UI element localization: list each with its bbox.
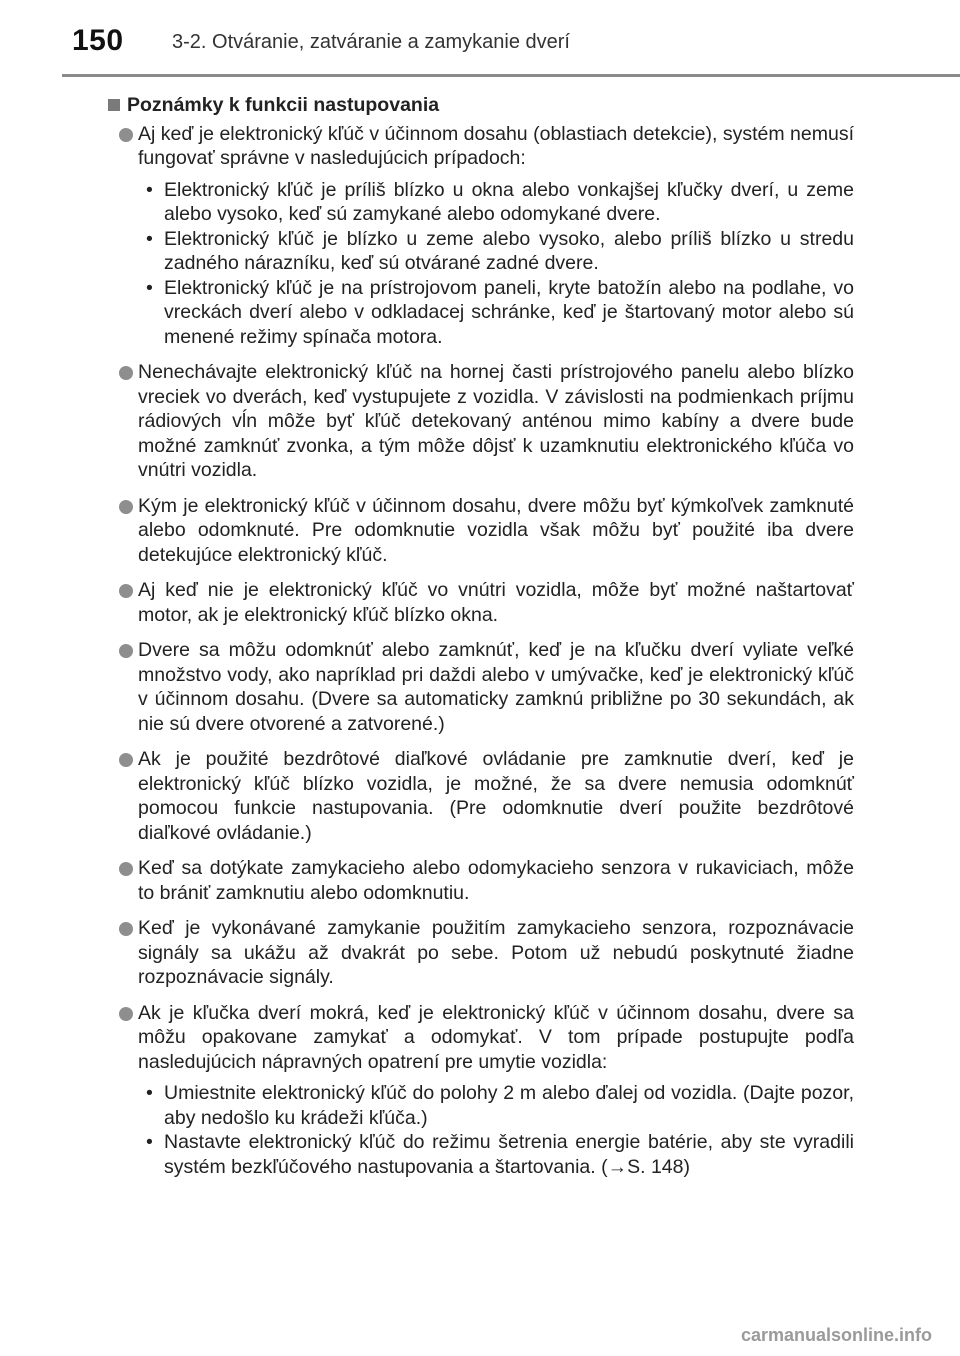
sub-list-item-text: Nastavte elektronický kľúč do režimu šetrenia energie batérie, aby ste vyradili systém bezkľúčového nastupovania a štartovania. (→S. 148) <box>164 1131 854 1178</box>
section-heading-text: Poznámky k funkcii nastupovania <box>127 94 440 116</box>
sub-list-item <box>138 1130 854 1179</box>
sub-list-item-text: Elektronický kľúč je príliš blízko u okna alebo vonkajšej kľučky dverí, u zeme alebo vysoko, keď sú zamykané alebo odomykané dvere. <box>164 178 854 225</box>
small-bullet-icon: • <box>146 1082 153 1104</box>
note-text: Kým je elektronický kľúč v účinnom dosahu, dvere môžu byť kýmkoľvek zamknuté alebo odomknuté. Pre odomknutie vozidla však môžu byť použité iba dvere detekujúce elektronický kľúč. <box>138 494 854 566</box>
note-item <box>108 122 854 350</box>
small-bullet-icon: • <box>146 276 153 299</box>
sub-list-item-text: Elektronický kľúč je blízko u zeme alebo vysoko, alebo príliš blízko u stredu zadného nárazníku, keď sú otvárané zadné dvere. <box>164 227 854 274</box>
note-item <box>108 578 854 627</box>
small-bullet-icon: • <box>146 178 153 201</box>
notes-list <box>108 122 854 1180</box>
sub-list-item <box>138 276 854 350</box>
sub-list <box>138 1081 854 1179</box>
circle-bullet-icon <box>119 922 133 936</box>
note-item <box>108 1001 854 1180</box>
circle-bullet-icon <box>119 1007 133 1021</box>
note-item <box>108 916 854 990</box>
sub-list <box>138 178 854 350</box>
chapter-title: 3-2. Otváranie, zatváranie a zamykanie dverí <box>172 31 570 53</box>
note-item <box>108 360 854 483</box>
note-text: Dvere sa môžu odomknúť alebo zamknúť, keď je na kľučku dverí vyliate veľké množstvo vody, ako napríklad pri daždi alebo v umývačke, keď je elektronický kľúč v účinnom dosahu. (Dvere sa automaticky zamknú približne po 30 sekundách, ak nie sú dvere otvorené a zatvorené.) <box>138 639 854 735</box>
watermark: carmanualsonline.info <box>740 1325 932 1345</box>
note-item <box>108 494 854 568</box>
circle-bullet-icon <box>119 366 133 380</box>
sub-list-item <box>138 227 854 276</box>
circle-bullet-icon <box>119 128 133 142</box>
header-rule <box>62 74 960 77</box>
circle-bullet-icon <box>119 584 133 598</box>
note-text: Ak je kľučka dverí mokrá, keď je elektronický kľúč v účinnom dosahu, dvere sa môžu opakovane zamykať a odomykať. V tom prípade postupujte podľa nasledujúcich nápravných opatrení pre umytie vozidla: <box>138 1001 854 1073</box>
circle-bullet-icon <box>119 644 133 658</box>
circle-bullet-icon <box>119 862 133 876</box>
sub-list-item-text: Elektronický kľúč je na prístrojovom paneli, kryte batožín alebo na podlahe, vo vreckách dverí alebo v odkladacej schránke, keď je štartovaný motor alebo sú menené režimy spínača motora. <box>164 276 854 348</box>
page-number: 150 <box>72 24 124 57</box>
sub-list-item-text: Umiestnite elektronický kľúč do polohy 2 m alebo ďalej od vozidla. (Dajte pozor, aby nedošlo ku krádeži kľúča.) <box>164 1082 854 1129</box>
small-bullet-icon: • <box>146 227 153 250</box>
note-text: Aj keď nie je elektronický kľúč vo vnútri vozidla, môže byť možné naštartovať motor, ak je elektronický kľúč blízko okna. <box>138 579 854 626</box>
page-header <box>0 0 960 80</box>
circle-bullet-icon <box>119 753 133 767</box>
note-text: Keď sa dotýkate zamykacieho alebo odomykacieho senzora v rukaviciach, môže to brániť zamknutiu alebo odomknutiu. <box>138 857 854 904</box>
square-bullet-icon <box>108 99 120 111</box>
note-item <box>108 638 854 736</box>
sub-list-item <box>138 1081 854 1130</box>
circle-bullet-icon <box>119 500 133 514</box>
sub-list-item <box>138 178 854 227</box>
small-bullet-icon: • <box>146 1131 153 1153</box>
note-text: Keď je vykonávané zamykanie použitím zamykacieho senzora, rozpoznávacie signály sa ukážu až dvakrát po sebe. Potom už nebudú poskytnuté žiadne rozpoznávacie signály. <box>138 917 854 988</box>
page-content <box>108 93 854 1190</box>
note-text: Ak je použité bezdrôtové diaľkové ovládanie pre zamknutie dverí, keď je elektronický kľúč blízko vozidla, je možné, že sa dvere nemusia odomknúť pomocou funkcie nastupovania. (Pre odomknutie dverí použite bezdrôtové diaľkové ovládanie.) <box>138 748 854 844</box>
section-heading <box>108 93 854 118</box>
note-text: Aj keď je elektronický kľúč v účinnom dosahu (oblastiach detekcie), systém nemusí fungovať správne v nasledujúcich prípadoch: <box>138 122 854 169</box>
note-text: Nenechávajte elektronický kľúč na hornej časti prístrojového panelu alebo blízko vreciek vo dverách, keď vystupujete z vozidla. V závislosti na podmienkach príjmu rádiových vĺn môže byť kľúč detekovaný anténou mimo kabíny a dvere bude možné zamknúť zvonka, a tým môže dôjsť k uzamknutiu elektronického kľúča vo vnútri vozidla. <box>138 361 854 481</box>
note-item <box>108 747 854 845</box>
note-item <box>108 856 854 905</box>
